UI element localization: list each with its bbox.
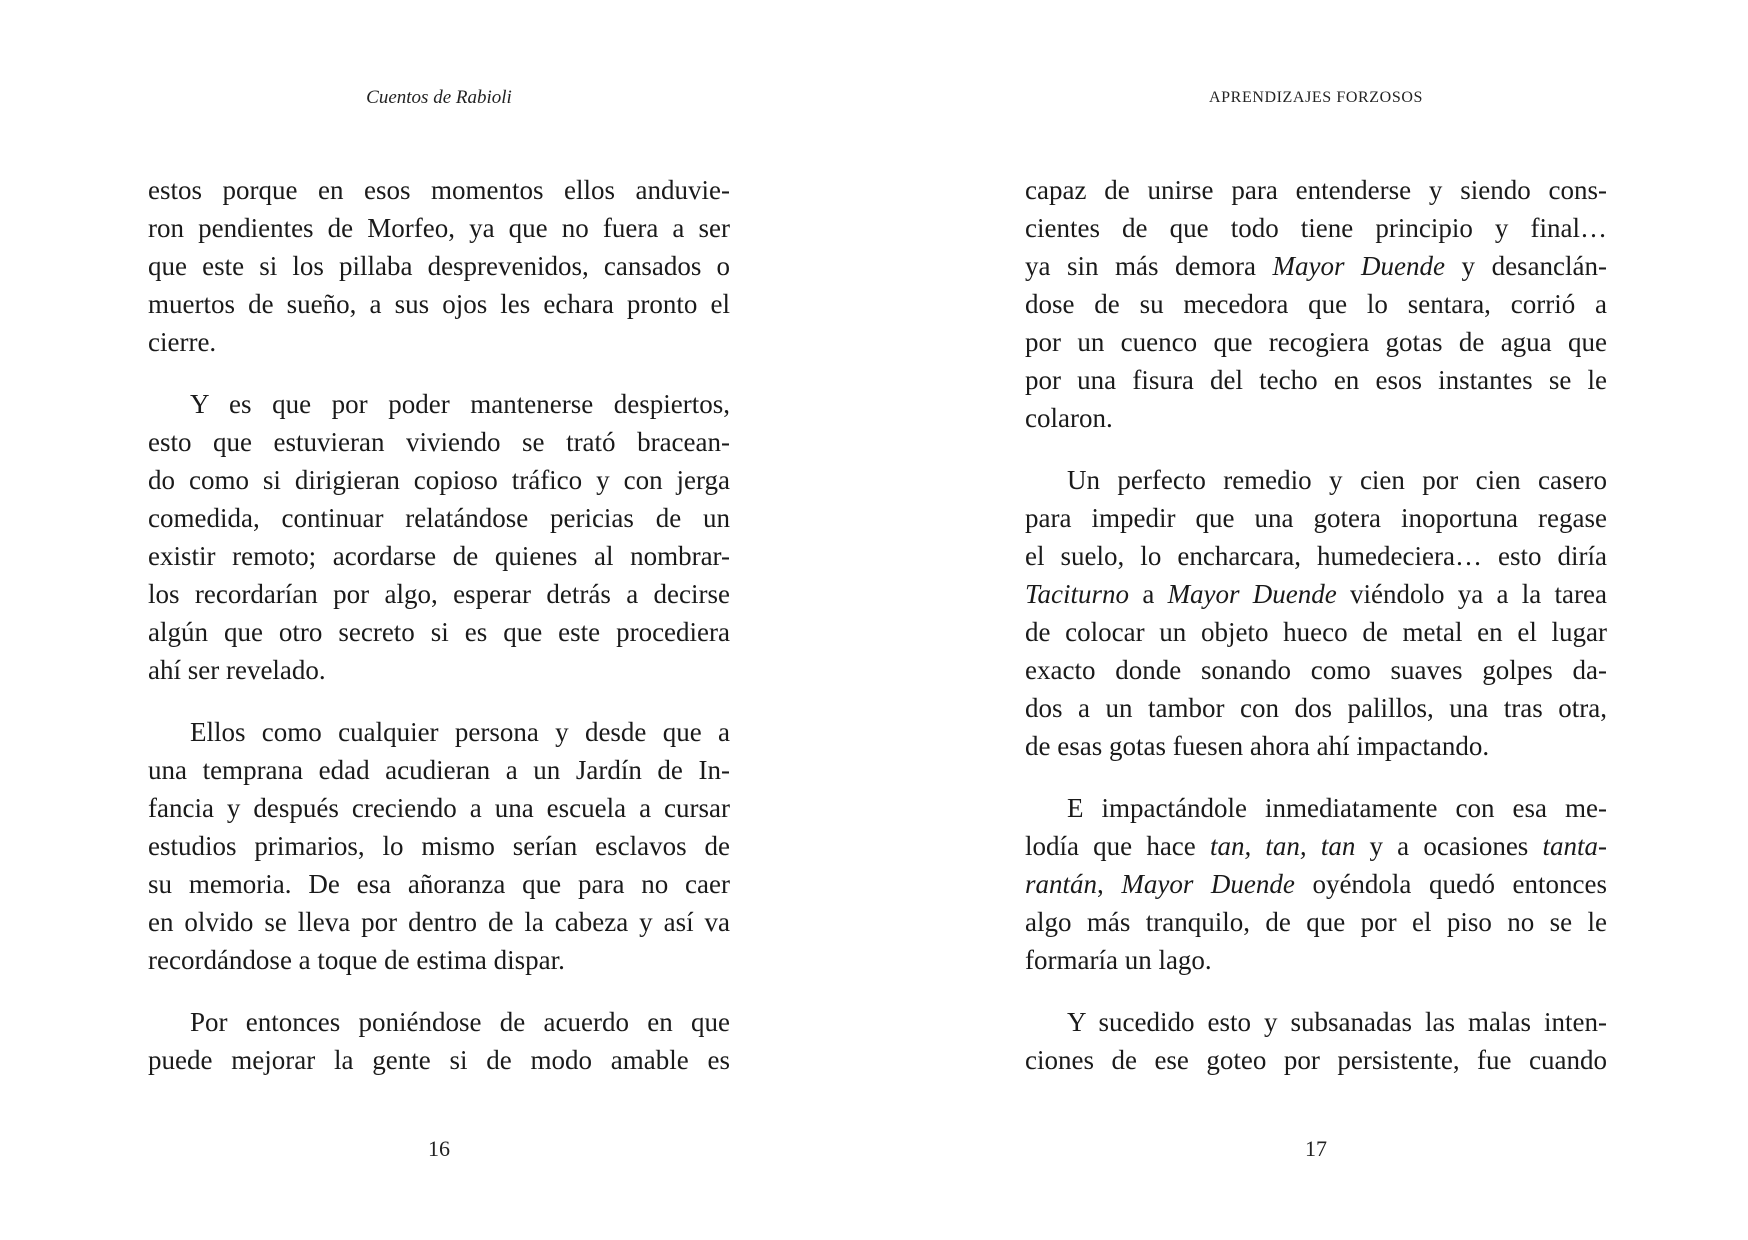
text-line: el suelo, lo encharcara, humedeciera… esto diría	[1025, 541, 1607, 571]
text-line: esto que estuvieran viviendo se trató bracean-	[148, 427, 730, 457]
text-line: en olvido se lleva por dentro de la cabeza y así va	[148, 907, 730, 937]
paragraph	[1025, 789, 1607, 979]
paragraph	[1025, 461, 1607, 765]
running-head-book-title: Cuentos de Rabioli	[366, 87, 512, 108]
left-page	[148, 0, 730, 1240]
paragraph	[1025, 171, 1607, 437]
text-line: do como si dirigieran copioso tráfico y con jerga	[148, 465, 730, 495]
text-line: una temprana edad acudieran a un Jardín de In-	[148, 755, 730, 785]
text-line: existir remoto; acordarse de quienes al nombrar-	[148, 541, 730, 571]
text-line: estos porque en esos momentos ellos anduvie-	[148, 175, 730, 205]
text-line: estudios primarios, lo mismo serían esclavos de	[148, 831, 730, 861]
text-line: Y sucedido esto y subsanadas las malas inten-	[1067, 1007, 1607, 1037]
text-line: Ellos como cualquier persona y desde que a	[190, 717, 730, 747]
paragraph	[148, 1003, 730, 1079]
paragraph	[148, 713, 730, 979]
text-line: ahí ser revelado.	[148, 655, 326, 685]
text-line: dos a un tambor con dos palillos, una tras otra,	[1025, 693, 1607, 723]
text-line: Un perfecto remedio y cien por cien casero	[1067, 465, 1607, 495]
text-line: ciones de ese goteo por persistente, fue cuando	[1025, 1045, 1607, 1075]
text-line: colaron.	[1025, 403, 1113, 433]
text-line: para impedir que una gotera inoportuna regase	[1025, 503, 1607, 533]
text-line: rantán, Mayor Duende oyéndola quedó entonces	[1025, 869, 1608, 899]
text-line: que este si los pillaba desprevenidos, cansados o	[148, 251, 730, 281]
text-line: lodía que hace tan, tan, tan y a ocasiones tanta-	[1025, 831, 1607, 861]
text-line: ya sin más demora Mayor Duende y desanclán-	[1025, 251, 1608, 281]
paragraph	[1025, 1003, 1607, 1079]
text-line: puede mejorar la gente si de modo amable es	[148, 1045, 730, 1075]
text-line: recordándose a toque de estima dispar.	[148, 945, 565, 975]
text-line: muertos de sueño, a sus ojos les echara pronto el	[148, 289, 730, 319]
text-line: de esas gotas fuesen ahora ahí impactando.	[1025, 731, 1490, 761]
text-line: E impactándole inmediatamente con esa me-	[1067, 793, 1607, 823]
page-number: 17	[1305, 1136, 1327, 1161]
text-line: su memoria. De esa añoranza que para no caer	[148, 869, 730, 899]
text-line: cientes de que todo tiene principio y final…	[1025, 213, 1607, 243]
text-line: Por entonces poniéndose de acuerdo en que	[190, 1007, 730, 1037]
text-line: de colocar un objeto hueco de metal en el lugar	[1025, 617, 1607, 647]
running-head-chapter-title: APRENDIZAJES FORZOSOS	[1209, 89, 1423, 106]
paragraph	[148, 385, 730, 689]
paragraph	[148, 171, 730, 361]
right-page-body	[1025, 171, 1607, 1103]
text-line: Y es que por poder mantenerse despiertos,	[190, 389, 730, 419]
text-line: ron pendientes de Morfeo, ya que no fuera a ser	[148, 213, 730, 243]
text-line: formaría un lago.	[1025, 945, 1212, 975]
text-line: algún que otro secreto si es que este procediera	[148, 617, 730, 647]
text-line: comedida, continuar relatándose pericias de un	[148, 503, 730, 533]
left-page-body	[148, 171, 730, 1103]
right-page	[1025, 0, 1607, 1240]
text-line: los recordarían por algo, esperar detrás a decirse	[148, 579, 730, 609]
text-line: exacto donde sonando como suaves golpes da-	[1025, 655, 1607, 685]
text-line: por un cuenco que recogiera gotas de agua que	[1025, 327, 1607, 357]
text-line: dose de su mecedora que lo sentara, corrió a	[1025, 289, 1607, 319]
text-line: Taciturno a Mayor Duende viéndolo ya a la tarea	[1025, 579, 1607, 609]
text-line: capaz de unirse para entenderse y siendo cons-	[1025, 175, 1607, 205]
text-line: cierre.	[148, 327, 217, 357]
text-line: algo más tranquilo, de que por el piso no se le	[1025, 907, 1607, 937]
text-line: fancia y después creciendo a una escuela a cursar	[148, 793, 730, 823]
page-number: 16	[428, 1136, 450, 1161]
text-line: por una fisura del techo en esos instantes se le	[1025, 365, 1607, 395]
